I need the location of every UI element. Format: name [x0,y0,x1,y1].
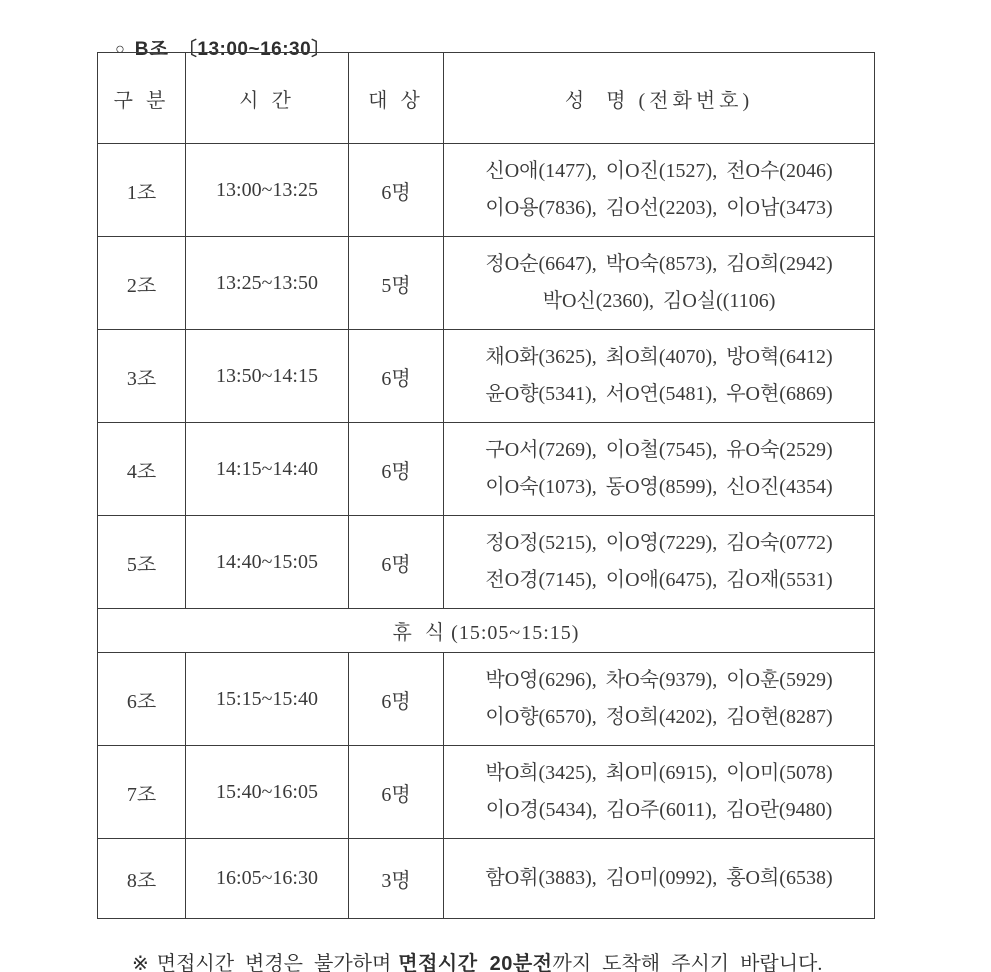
schedule-row [98,653,875,746]
group-cell: 5조 [98,516,186,609]
header-group: 구 분 [98,53,186,144]
header-time: 시 간 [186,53,349,144]
group-cell: 2조 [98,237,186,330]
break-row [98,609,875,653]
time-cell: 15:40~16:05 [186,746,349,839]
group-title-label: B조 [134,39,169,60]
footnote [88,924,822,972]
time-cell: 14:40~15:05 [186,516,349,609]
names-line: 함O휘(3883), 김O미(0992), 홍O희(6538) [485,867,833,889]
names-line: 정O정(5215), 이O영(7229), 김O숙(0772) [485,532,833,554]
names-cell [444,423,875,516]
names-cell [444,839,875,919]
schedule-table-header [98,53,875,144]
group-cell: 4조 [98,423,186,516]
names-line: 구O서(7269), 이O철(7545), 유O숙(2529) [485,439,833,461]
count-cell: 5명 [349,237,444,330]
time-cell: 13:00~13:25 [186,144,349,237]
names-cell [444,237,875,330]
schedule-table [97,52,875,919]
reference-mark-icon: ※ [132,953,149,972]
names-line: 이O경(5434), 김O주(6011), 김O란(9480) [485,799,833,821]
names-cell [444,746,875,839]
footnote-suffix: 까지 도착해 주시기 바랍니다. [552,953,823,972]
count-cell: 6명 [349,330,444,423]
schedule-row [98,746,875,839]
names-cell [444,516,875,609]
schedule-table-body [98,144,875,919]
names-line: 박O신(2360), 김O실((1106) [542,290,776,312]
count-cell: 6명 [349,516,444,609]
names-line: 전O경(7145), 이O애(6475), 김O재(5531) [485,569,833,591]
schedule-row [98,423,875,516]
names-cell [444,144,875,237]
names-line: 채O화(3625), 최O희(4070), 방O혁(6412) [485,346,833,368]
footnote-prefix: 면접시간 변경은 불가하며 [156,953,392,972]
names-line: 박O영(6296), 차O숙(9379), 이O훈(5929) [485,669,833,691]
time-cell: 15:15~15:40 [186,653,349,746]
group-cell: 6조 [98,653,186,746]
names-line: 윤O향(5341), 서O연(5481), 우O현(6869) [485,383,833,405]
names-line: 박O희(3425), 최O미(6915), 이O미(5078) [485,762,833,784]
header-names: 성 명 (전화번호) [444,53,875,144]
break-label: 휴 식 (15:05~15:15) [98,609,875,653]
count-cell: 3명 [349,839,444,919]
time-cell: 13:50~14:15 [186,330,349,423]
time-cell: 16:05~16:30 [186,839,349,919]
count-cell: 6명 [349,653,444,746]
header-count: 대 상 [349,53,444,144]
names-line: 정O순(6647), 박O숙(8573), 김O희(2942) [485,253,833,275]
footnote-bold: 면접시간 20분전 [398,953,553,972]
schedule-row [98,516,875,609]
schedule-row [98,237,875,330]
group-cell: 8조 [98,839,186,919]
names-line: 이O용(7836), 김O선(2203), 이O남(3473) [485,197,833,219]
names-line: 이O향(6570), 정O희(4202), 김O현(8287) [485,706,833,728]
schedule-row [98,144,875,237]
schedule-row [98,839,875,919]
group-time-range: 〔13:00~16:30〕 [177,39,331,60]
header-row [98,53,875,144]
names-line: 이O숙(1073), 동O영(8599), 신O진(4354) [485,476,833,498]
names-line: 신O애(1477), 이O진(1527), 전O수(2046) [485,160,833,182]
time-cell: 14:15~14:40 [186,423,349,516]
time-cell: 13:25~13:50 [186,237,349,330]
count-cell: 6명 [349,423,444,516]
group-cell: 3조 [98,330,186,423]
names-cell [444,330,875,423]
schedule-row [98,330,875,423]
circle-bullet-icon: ○ [115,41,125,58]
count-cell: 6명 [349,144,444,237]
group-cell: 1조 [98,144,186,237]
group-cell: 7조 [98,746,186,839]
names-cell [444,653,875,746]
count-cell: 6명 [349,746,444,839]
